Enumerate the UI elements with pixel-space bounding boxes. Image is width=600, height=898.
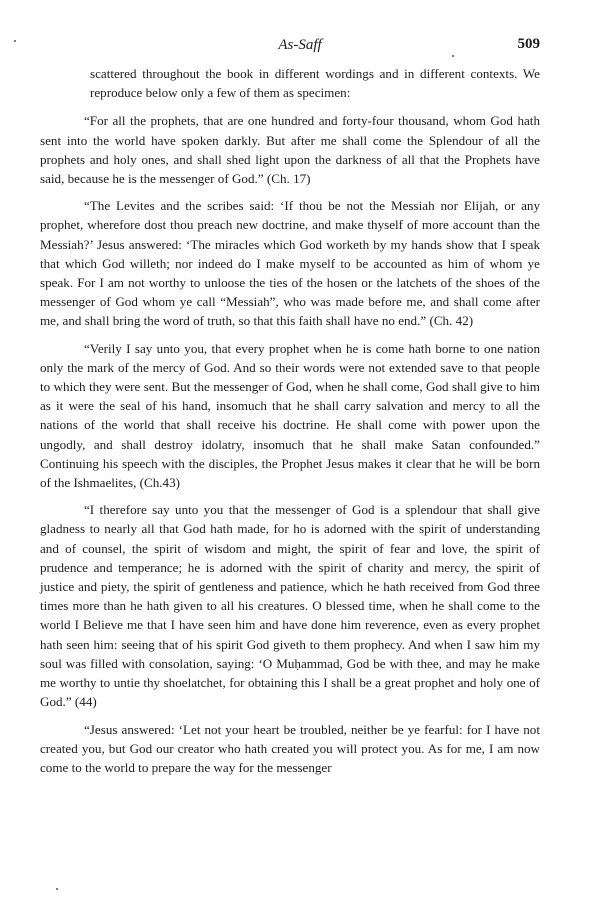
paragraph-ch17-quote: “For all the prophets, that are one hundred and forty-four thousand, whom God hath sent into the world have spoken darkly. But after me shall come the Splendour of all the prophets and holy ones, and shall shed light upon the darkness of all that the Prophets have said, because he is the messenger of God.” (Ch. 17)	[40, 113, 540, 187]
page-number: 509	[517, 36, 540, 52]
paragraph-ch43-quote: “Verily I say unto you, that every prophet when he is come hath borne to one nation only the mark of the mercy of God. And so their words were not extended save to that people to which they were sent. But the messenger of God, when he shall come, God shall give to him as it were the seal of his hand, insomuch that he shall carry salvation and mercy to all the nations of the world that shall receive his doctrine. He shall come with power upon the ungodly, and shall destroy idolatry, insomuch that he shall make Satan confounded.” Continuing his speech with the disciples, the Prophet Jesus makes it clear that he will be born of the Ishmaelites, (Ch.43)	[40, 340, 540, 491]
paragraph-ch42-quote: “The Levites and the scribes said: ‘If thou be not the Messiah nor Elijah, or any prophet, wherefore dost thou preach new doctrine, and make thyself of more account than the Messiah?’ Jesus answered: ‘The miracles which God worketh by my hands show that I speak that which God willeth; nor indeed do I make myself to be accounted as him of whom ye speak. For I am not worthy to unloose the ties of the hosen or the latchets of the shoes of the messenger of God whom ye call “Messiah”, who was made before me, and shall come after me, and shall bring the word of truth, so that this faith shall have no end.” (Ch. 42)	[40, 198, 540, 329]
paragraph-jesus-answered: “Jesus answered: ‘Let not your heart be troubled, neither be ye fearful: for I have not created you, but God our creator who hath created you will protect you. As for me, I am now come to the world to prepare the way for the messenger	[40, 721, 540, 775]
running-header-title: As-Saff	[278, 37, 322, 53]
scan-speck	[56, 888, 58, 890]
scan-speck	[452, 55, 454, 57]
scan-speck	[14, 40, 16, 42]
paragraph-intro: scattered throughout the book in different wordings and in different contexts. We reproduce below only a few of them as specimen:	[90, 66, 540, 101]
page-body	[40, 64, 540, 785]
paragraph-ch44-quote: “I therefore say unto you that the messenger of God is a splendour that shall give gladness to nearly all that God hath made, for ho is adorned with the spirit of understanding and of counsel, the spirit of wisdom and might, the spirit of fear and love, the spirit of prudence and temperance; he is adorned with the spirit of charity and mercy, the spirit of justice and piety, the spirit of gentleness and patience, which he hath received from God three times more than he hath given to all his creatures. O blessed time, when he shall come to the world I Believe me that I have seen him and have done him reverence, even as every prophet hath seen him: seeing that of his spirit God giveth to them prophecy. And when I saw him my soul was filled with consolation, saying: ‘O Muḥammad, God be with thee, and may he make me worthy to untie thy shoelatchet, for obtaining this I shall be a great prophet and holy one of God.” (44)	[40, 502, 540, 710]
